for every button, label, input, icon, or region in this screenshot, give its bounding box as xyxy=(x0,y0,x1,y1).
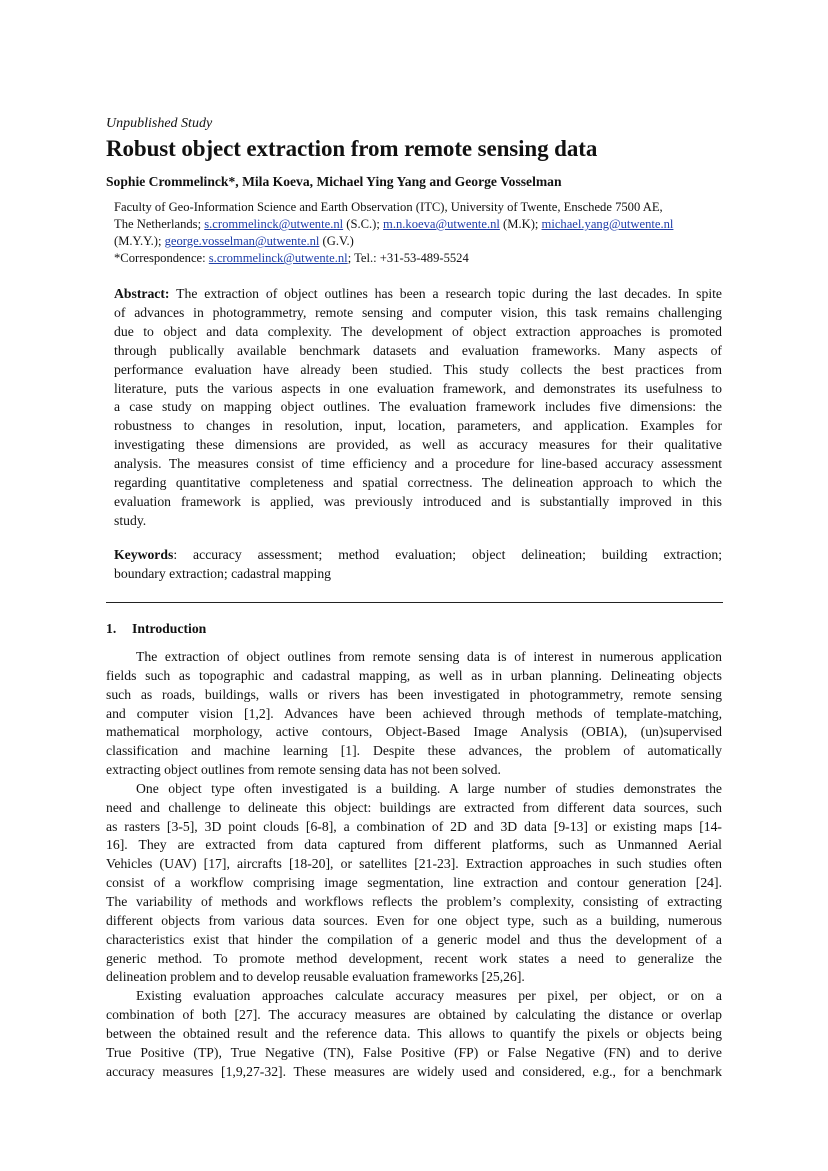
affiliation-emails-line-2 xyxy=(114,233,724,250)
abstract-line: literature, puts the various aspects in one evaluation framework, and demonstrates its usefulness to xyxy=(114,380,722,396)
body-line: classification and machine learning [1]. Despite these advances, the problem of automatically xyxy=(106,743,722,759)
body-line: True Positive (TP), True Negative (TN), False Positive (FP) or False Negative (FN) and to derive xyxy=(106,1044,722,1060)
correspondence-email-link[interactable]: s.crommelinck@utwente.nl xyxy=(208,251,348,265)
email-link-sc[interactable]: s.crommelinck@utwente.nl xyxy=(204,217,344,231)
body-line: combination of both [27]. The accuracy measures are obtained by calculating the distance or overlap xyxy=(106,1007,722,1023)
abstract-block xyxy=(114,285,722,531)
body-line: The extraction of object outlines from remote sensing data is of interest in numerous application xyxy=(136,649,722,664)
body-line: One object type often investigated is a building. A large number of studies demonstrates the xyxy=(136,780,722,796)
introduction-body xyxy=(106,648,722,1081)
affiliation-block xyxy=(114,199,724,267)
body-line: consist of a workflow comprising image segmentation, line extraction and contour generation [24]. xyxy=(106,875,722,891)
body-line: between the obtained result and the reference data. This allows to quantify the pixels or objects being xyxy=(106,1025,722,1041)
correspondence-tel: ; Tel.: +31-53-489-5524 xyxy=(347,251,469,265)
body-line: fields such as topographic and cadastral mapping, as well as in urban planning. Delineating objects xyxy=(106,667,722,683)
correspondence-line xyxy=(114,250,724,267)
abstract-line: study. xyxy=(114,512,147,528)
abstract-line: performance evaluation have already been studied. This study collects the best practices from xyxy=(114,361,722,377)
body-line: Existing evaluation approaches calculate accuracy measures per pixel, per object, or on a xyxy=(136,988,722,1004)
body-line: delineation problem and to develop reusable evaluation frameworks [25,26]. xyxy=(106,969,525,985)
email-link-gv[interactable]: george.vosselman@utwente.nl xyxy=(164,234,320,248)
abstract-line: analysis. The measures consist of time efficiency and a procedure for line-based accuracy assessment xyxy=(114,456,722,472)
body-line: characteristics exist that hinder the compilation of a generic model and thus the development of a xyxy=(106,931,722,947)
body-line: The variability of methods and workflows reflects the problem’s complexity, consisting of extracting xyxy=(106,893,722,909)
keywords-line xyxy=(114,545,722,564)
body-line: such as roads, buildings, walls or rivers has been investigated in photogrammetry, remote sensing xyxy=(106,686,722,702)
keywords-label: Keywords xyxy=(114,547,174,562)
initials-sc: (S.C.); xyxy=(343,217,384,231)
body-line: extracting object outlines from remote sensing data has not been solved. xyxy=(106,762,501,778)
study-type-label: Unpublished Study xyxy=(106,116,213,131)
abstract-line: investigating these dimensions are provided, as well as accuracy measures for their qualitative xyxy=(114,437,722,453)
email-link-my[interactable]: michael.yang@utwente.nl xyxy=(541,217,674,231)
affiliation-line: Faculty of Geo-Information Science and Earth Observation (ITC), University of Twente, Enschede 7500 AE, xyxy=(114,200,663,214)
body-line: accuracy measures [1,9,27-32]. These measures are widely used and considered, e.g., for a benchmark xyxy=(106,1063,722,1079)
abstract-line: a case study on mapping object outlines. The evaluation framework includes five dimensions: the xyxy=(114,399,722,415)
correspondence-label: *Correspondence: xyxy=(114,251,209,265)
abstract-label: Abstract: xyxy=(114,286,170,301)
body-line: Vehicles (UAV) [17], aircrafts [18-20], or satellites [21-23]. Extraction approaches in such studies often xyxy=(106,856,722,872)
body-line: need and challenge to delineate this object: buildings are extracted from different data sources, such xyxy=(106,799,722,815)
abstract-line xyxy=(114,285,722,304)
body-line: as rasters [3-5], 3D point clouds [6-8], a combination of 2D and 3D data [9-13] or existing maps [14- xyxy=(106,818,722,834)
abstract-line: robustness to changes in resolution, input, location, parameters, and application. Examples for xyxy=(114,418,722,434)
abstract-line: regarding quantitative completeness and spatial correctness. The delineation approach to which the xyxy=(114,475,722,491)
keywords-block xyxy=(114,545,722,583)
section-title: Introduction xyxy=(132,621,207,636)
abstract-text: The extraction of object outlines has been a research topic during the last decades. In spite xyxy=(169,286,722,301)
body-line: generic method. To promote method development, recent work states a need to generalize the xyxy=(106,950,722,966)
body-line: and computer vision [1,2]. Advances have been achieved through methods of template-matching, xyxy=(106,705,722,721)
affiliation-emails-line xyxy=(114,216,724,233)
initials-mk: (M.K); xyxy=(499,217,542,231)
body-line: mathematical morphology, active contours, Object-Based Image Analysis (OBIA), (un)supervised xyxy=(106,724,722,740)
keywords-text: : accuracy assessment; method evaluation; object delineation; building extraction; xyxy=(173,547,722,562)
section-heading xyxy=(106,621,206,637)
keywords-line: boundary extraction; cadastral mapping xyxy=(114,566,332,581)
affiliation-country: The Netherlands; xyxy=(114,217,205,231)
abstract-line: due to object and data complexity. The development of object extraction approaches is promoted xyxy=(114,323,722,339)
abstract-line: through publically available benchmark datasets and evaluation frameworks. Many aspects of xyxy=(114,342,722,358)
abstract-line: of advances in photogrammetry, remote sensing and computer vision, this task remains challenging xyxy=(114,304,722,320)
abstract-line: evaluation framework is applied, was previously introduced and is substantially improved in this xyxy=(114,493,722,509)
initials-my: (M.Y.Y.); xyxy=(114,234,165,248)
email-link-mk[interactable]: m.n.koeva@utwente.nl xyxy=(383,217,500,231)
section-divider xyxy=(106,602,723,603)
section-number: 1. xyxy=(106,621,117,636)
body-line: 16]. They are extracted from data captured from different platforms, such as Unmanned Aerial xyxy=(106,837,722,853)
author-list: Sophie Crommelinck*, Mila Koeva, Michael Ying Yang and George Vosselman xyxy=(106,174,562,189)
body-line: different objects from various data sources. Even for one object type, such as a building, numerous xyxy=(106,912,722,928)
initials-gv: (G.V.) xyxy=(319,234,354,248)
paper-title: Robust object extraction from remote sensing data xyxy=(106,136,598,161)
